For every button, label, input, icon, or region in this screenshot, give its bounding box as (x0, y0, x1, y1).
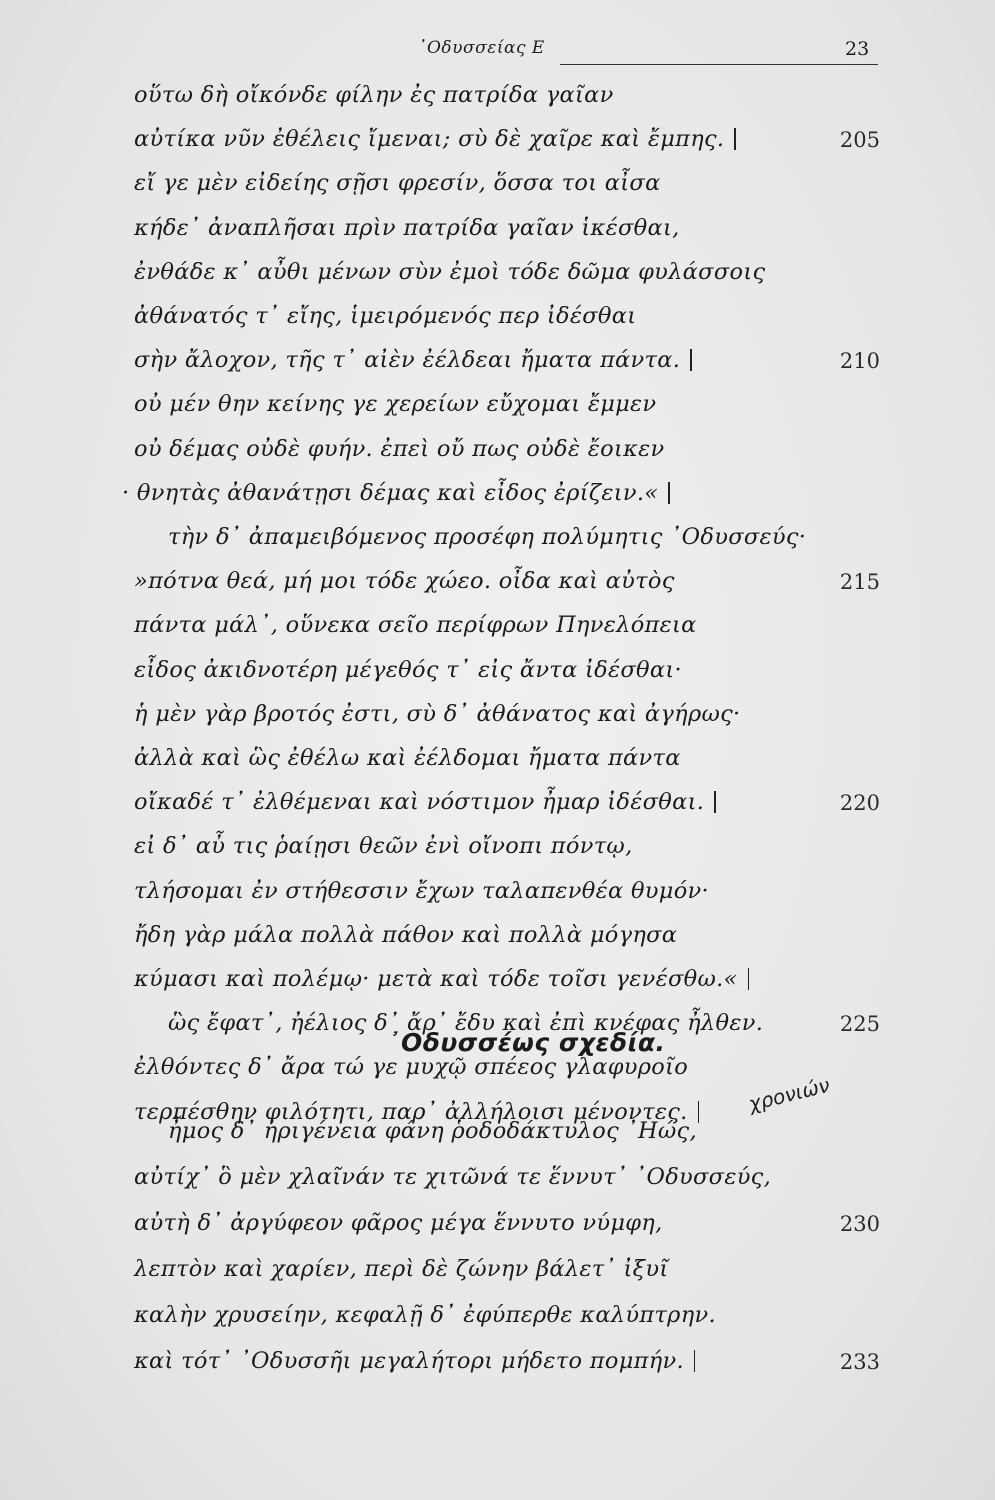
verse-text: ἤδη γὰρ μάλα πολλὰ πάθον καὶ πολλὰ μόγησα (134, 921, 678, 948)
verse-line (134, 833, 633, 869)
line-number: 220 (839, 791, 880, 816)
verse-line (168, 1118, 697, 1154)
verse-line (134, 215, 680, 251)
line-number: 215 (839, 570, 880, 595)
verse-line (134, 436, 664, 472)
verse-line (134, 1256, 668, 1292)
verse-divider-mark (668, 482, 670, 504)
verse-text: ἐλθόντες δ᾽ ἄρα τώ γε μυχῷ σπέεος γλαφυροῖο (134, 1054, 689, 1081)
verse-line (134, 82, 614, 118)
verse-text: εἶδος ἀκιδνοτέρη μέγεθός τ᾽ εἰς ἄντα ἰδέσθαι· (134, 656, 682, 683)
verse-text: πάντα μάλ᾽, οὕνεκα σεῖο περίφρων Πηνελόπεια (134, 612, 697, 639)
verse-text: εἰ δ᾽ αὖ τις ῥαίῃσι θεῶν ἐνὶ οἴνοπι πόντῳ, (134, 833, 633, 860)
verse-text: καὶ τότ᾽ ᾽Οδυσσῆι μεγαλήτορι μήδετο πομπήν. (134, 1348, 684, 1374)
verse-line (134, 701, 740, 737)
verse-text: οὕτω δὴ οἴκόνδε φίλην ἐς πατρίδα γαῖαν (134, 82, 614, 108)
verse-text: · θνητὰς ἀθανάτῃσι δέμας καὶ εἶδος ἐρίζειν.« (122, 479, 659, 506)
verse-text: ἀλλὰ καὶ ὣς ἐθέλω καὶ ἐέλδομαι ἤματα πάντα (134, 745, 681, 771)
page-number: 23 (845, 38, 870, 60)
verse-text: αὐτίκα νῦν ἐθέλεις ἴμεναι; σὺ δὲ χαῖρε καὶ ἔμπης. (134, 126, 725, 153)
verse-divider-mark (714, 791, 716, 813)
verse-divider-mark (748, 968, 750, 990)
verse-line (134, 1054, 688, 1090)
verse-text: αὐτὴ δ᾽ ἀργύφεον φᾶρος μέγα ἕννυτο νύμφη, (134, 1210, 663, 1236)
verse-line (134, 745, 681, 781)
verse-line (134, 612, 697, 648)
line-number: 210 (839, 349, 880, 374)
line-number: 205 (839, 128, 880, 153)
verse-text: καλὴν χρυσείην, κεφαλῇ δ᾽ ἐφύπερθε καλύπτρην. (134, 1302, 716, 1328)
verse-text: ὣς ἔφατ᾽, ἠέλιος δ᾽ ἄρ᾽ ἔδυ καὶ ἐπὶ κνέφας ἦλθεν. (168, 1010, 764, 1037)
verse-text: οὐ μέν θην κείνης γε χερείων εὔχομαι ἔμμεν (134, 391, 657, 418)
line-number: 225 (839, 1012, 880, 1037)
verse-text: σὴν ἄλοχον, τῆς τ᾽ αἰὲν ἐέλδεαι ἤματα πάντα. (134, 347, 681, 374)
verse-divider-mark (734, 128, 736, 150)
verse-divider-mark (694, 1350, 696, 1372)
verse-divider-mark (690, 349, 692, 371)
verse-line (134, 568, 675, 604)
running-header-title: ᾽Οδυσσείας Ε (418, 38, 545, 58)
verse-text: τὴν δ᾽ ἀπαμειβόμενος προσέφη πολύμητις ᾽Οδυσσεύς· (168, 524, 807, 550)
verse-line (134, 1348, 695, 1384)
verse-text: κήδε᾽ ἀναπλῆσαι πρὶν πατρίδα γαῖαν ἱκέσθαι, (134, 214, 680, 241)
verse-text: ἦμος δ᾽ ἠριγένεια φάνη ῥοδοδάκτυλος ᾽Ηώς, (168, 1118, 697, 1144)
verse-line (134, 878, 709, 914)
verse-divider-mark (698, 1101, 700, 1123)
verse-line (134, 789, 716, 825)
verse-text: ἡ μὲν γὰρ βροτός ἐστι, σὺ δ᾽ ἀθάνατος καὶ ἀγήρως· (134, 700, 741, 727)
verse-text: κύμασι καὶ πολέμῳ· μετὰ καὶ τόδε τοῖσι γενέσθω.« (134, 966, 738, 992)
verse-text: τλήσομαι ἐν στήθεσσιν ἔχων ταλαπενθέα θυμόν· (134, 877, 709, 904)
verse-text: οὐ δέμας οὐδὲ φυήν. ἐπεὶ οὔ πως οὐδὲ ἔοικεν (134, 435, 665, 462)
verse-line (134, 1210, 663, 1246)
verse-line (134, 259, 765, 295)
verse-line (134, 1302, 716, 1338)
verse-line (134, 347, 692, 383)
verse-line (134, 170, 661, 206)
verse-text: ἐνθάδε κ᾽ αὖθι μένων σὺν ἐμοὶ τόδε δῶμα φυλάσσοις (134, 258, 766, 285)
verse-line (134, 391, 656, 427)
verse-text: λεπτὸν καὶ χαρίεν, περὶ δὲ ζώνην βάλετ᾽ ἰξυῖ (134, 1256, 669, 1282)
verse-text: αὐτίχ᾽ ὃ μὲν χλαῖνάν τε χιτῶνά τε ἕννυτ᾽ ᾽Οδυσσεύς, (134, 1164, 772, 1190)
verse-line (134, 657, 682, 693)
verse-text: οἴκαδέ τ᾽ ἐλθέμεναι καὶ νόστιμον ἦμαρ ἰδέσθαι. (134, 789, 705, 816)
line-number: 230 (839, 1212, 880, 1236)
verse-line (134, 126, 736, 162)
verse-line (168, 524, 806, 560)
verse-text: εἴ γε μὲν εἰδείης σῇσι φρεσίν, ὅσσα τοι αἶσα (134, 170, 661, 197)
verse-line (134, 966, 749, 1002)
section-title: ᾽Οδυσσέως σχεδία. (388, 1028, 666, 1057)
verse-text: »πότνα θεά, μή μοι τόδε χώεο. οἶδα καὶ αὐτὸς (134, 568, 675, 595)
verse-line (134, 1164, 771, 1200)
line-number: 233 (839, 1350, 880, 1374)
verse-line (134, 922, 677, 958)
handwritten-annotation: χρονιών (746, 1072, 833, 1116)
verse-line (122, 480, 670, 516)
verse-text: ἀθάνατός τ᾽ εἴης, ἱμειρόμενός περ ἰδέσθαι (134, 303, 637, 329)
verse-line (134, 303, 636, 339)
header-rule (560, 64, 878, 65)
verse-text: τερπέσθην φιλότητι, παρ᾽ ἀλλήλοισι μένοντες. (134, 1098, 688, 1125)
